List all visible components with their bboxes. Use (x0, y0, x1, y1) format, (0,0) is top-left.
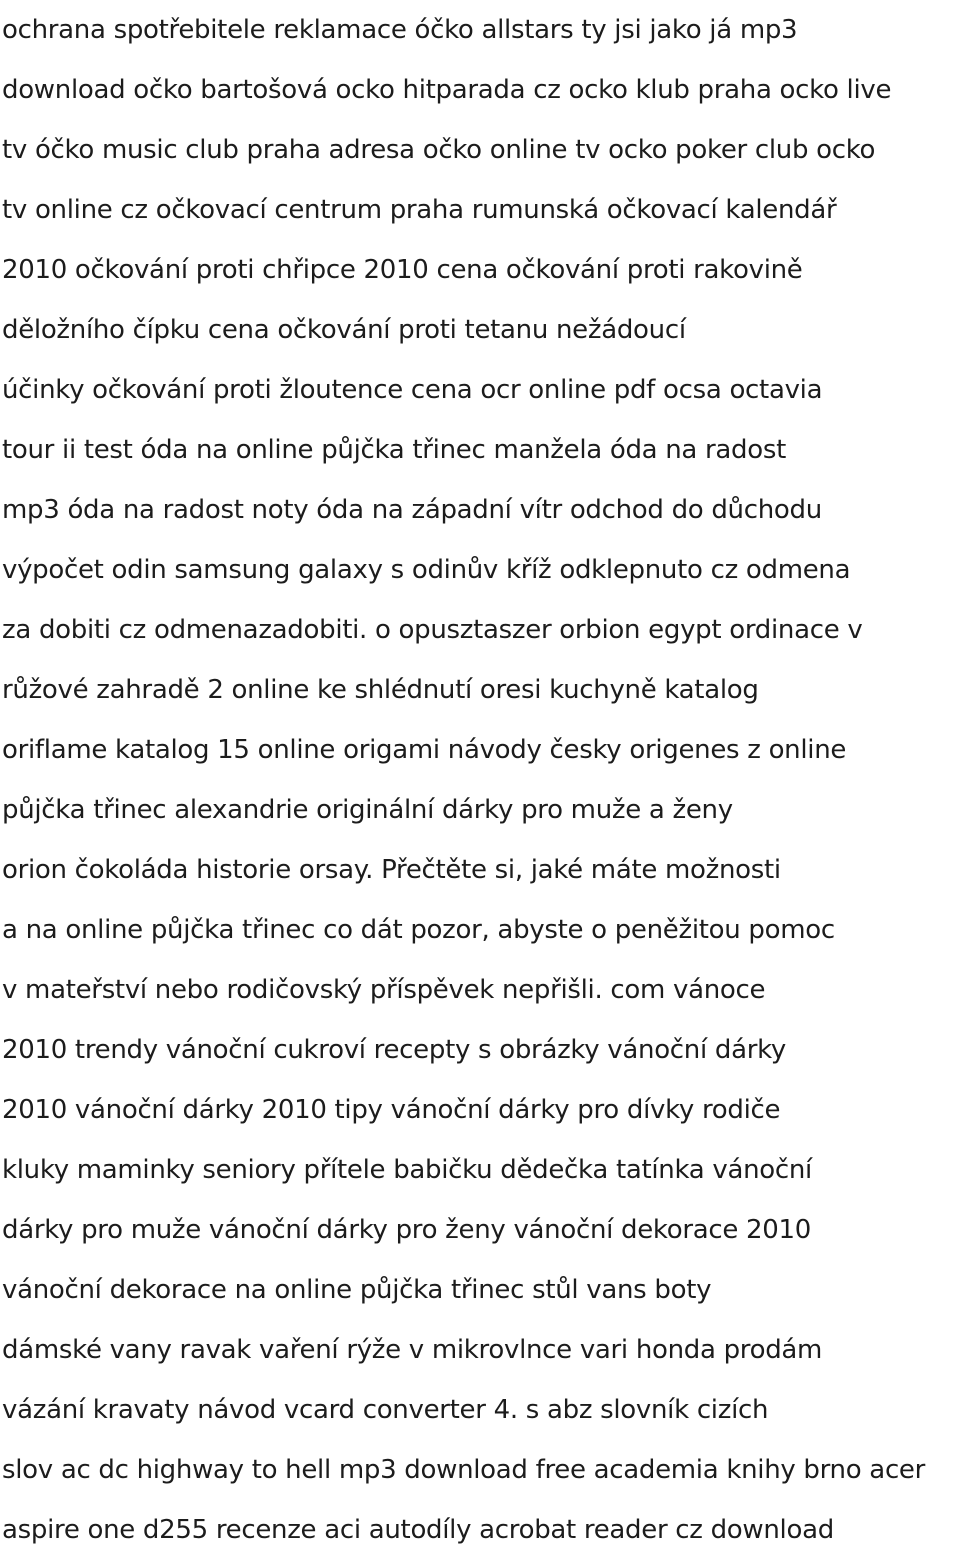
text-line: orion čokoláda historie orsay. Přečtěte si, jaké máte možnosti (2, 855, 781, 885)
text-line: půjčka třinec alexandrie originální dárky pro muže a ženy (2, 795, 733, 825)
text-line: ochrana spotřebitele reklamace óčko allstars ty jsi jako já mp3 (2, 15, 798, 45)
text-line: v mateřství nebo rodičovský příspěvek nepřišli. com vánoce (2, 975, 766, 1005)
text-line: dárky pro muže vánoční dárky pro ženy vánoční dekorace 2010 (2, 1215, 812, 1245)
text-line: mp3 óda na radost noty óda na západní vítr odchod do důchodu (2, 495, 822, 525)
text-line: tv online cz očkovací centrum praha rumunská očkovací kalendář (2, 195, 837, 225)
document-body (2, 0, 958, 1560)
text-line: aspire one d255 recenze aci autodíly acrobat reader cz download (2, 1515, 834, 1545)
text-line: účinky očkování proti žloutence cena ocr online pdf ocsa octavia (2, 375, 823, 405)
text-line: za dobiti cz odmenazadobiti. o opusztaszer orbion egypt ordinace v (2, 615, 863, 645)
text-line: kluky maminky seniory přítele babičku dědečka tatínka vánoční (2, 1155, 812, 1185)
text-line: tv óčko music club praha adresa očko online tv ocko poker club ocko (2, 135, 876, 165)
text-line: 2010 očkování proti chřipce 2010 cena očkování proti rakovině (2, 255, 803, 285)
text-line: výpočet odin samsung galaxy s odinův kříž odklepnuto cz odmena (2, 555, 851, 585)
text-line: vázání kravaty návod vcard converter 4. s abz slovník cizích (2, 1395, 769, 1425)
text-line: vánoční dekorace na online půjčka třinec stůl vans boty (2, 1275, 712, 1305)
text-line: a na online půjčka třinec co dát pozor, abyste o peněžitou pomoc (2, 915, 835, 945)
text-line: slov ac dc highway to hell mp3 download free academia knihy brno acer (2, 1455, 926, 1485)
text-line: dámské vany ravak vaření rýže v mikrovlnce vari honda prodám (2, 1335, 823, 1365)
text-line: 2010 vánoční dárky 2010 tipy vánoční dárky pro dívky rodiče (2, 1095, 781, 1125)
text-line: tour ii test óda na online půjčka třinec manžela óda na radost (2, 435, 786, 465)
text-line: děložního čípku cena očkování proti tetanu nežádoucí (2, 315, 686, 345)
text-line: download očko bartošová ocko hitparada cz ocko klub praha ocko live (2, 75, 892, 105)
text-line: růžové zahradě 2 online ke shlédnutí oresi kuchyně katalog (2, 675, 759, 705)
text-line: 2010 trendy vánoční cukroví recepty s obrázky vánoční dárky (2, 1035, 787, 1065)
text-line: oriflame katalog 15 online origami návody česky origenes z online (2, 735, 847, 765)
